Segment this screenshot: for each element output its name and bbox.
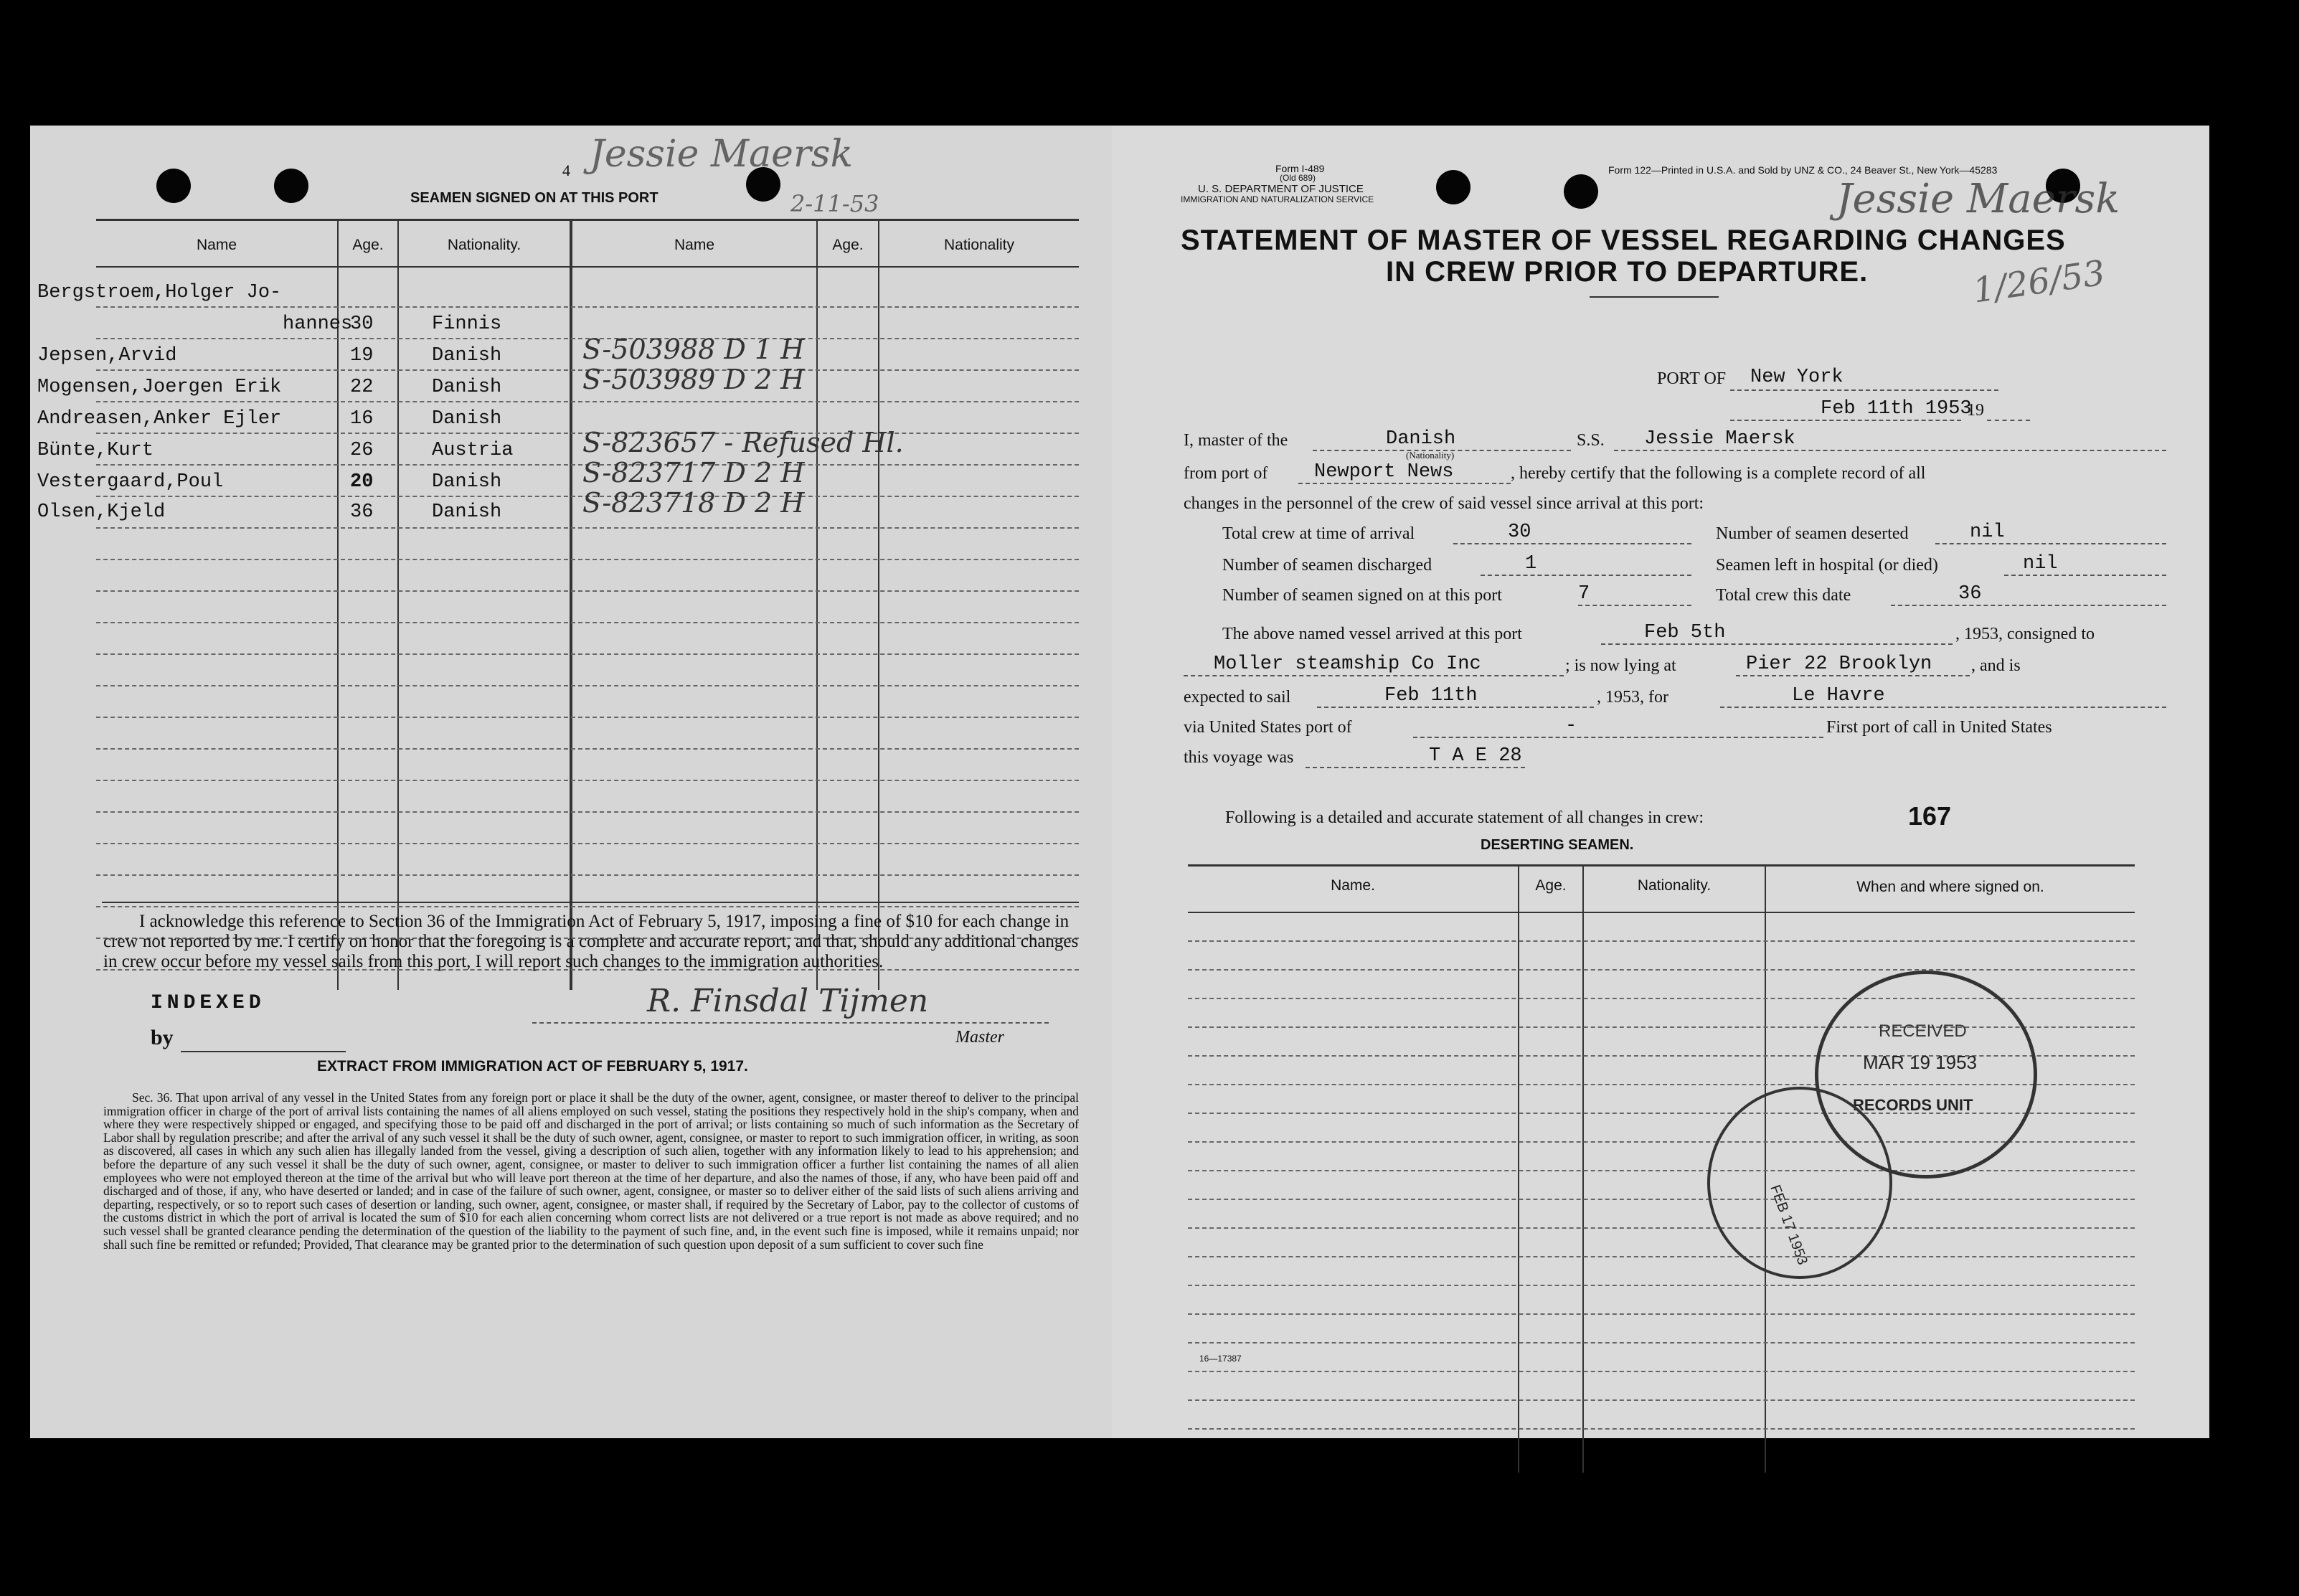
header-age: Age. [352, 237, 384, 253]
row-line [96, 590, 1079, 592]
destination-value: Le Havre [1792, 685, 1885, 707]
seaman-name: Andreasen,Anker Ejler [37, 408, 282, 430]
row-line [1188, 969, 2135, 971]
for-label: , 1953, for [1597, 688, 1668, 707]
form-old: (Old 689) [1280, 173, 1316, 183]
row-line [1188, 1285, 2135, 1286]
table-top-rule [96, 219, 1079, 221]
changes-text: changes in the personnel of the crew of said vessel since arrival at this port: [1184, 494, 1704, 513]
arrived-value: Feb 5th [1644, 622, 1726, 643]
seaman-age: 36 [350, 501, 374, 523]
discharged-value: 1 [1525, 553, 1537, 575]
header-name: Name [674, 237, 715, 253]
and-is-text: , and is [1971, 656, 2021, 675]
ss-label: S.S. [1577, 431, 1605, 450]
row-line [96, 401, 1079, 402]
row-line [1188, 1428, 2135, 1430]
column-divider [1582, 864, 1584, 1473]
date-value: Feb 11th 1953 [1821, 398, 1972, 420]
header-nationality: Nationality. [1637, 877, 1712, 894]
sail-label: expected to sail [1184, 688, 1291, 707]
page-number: 4 [562, 161, 570, 179]
by-line [181, 1051, 346, 1052]
column-divider [1518, 864, 1519, 1473]
handwritten-note: Jessie Maersk [590, 133, 853, 176]
via-label: via United States port of [1184, 718, 1352, 737]
master-signature: R. Finsdal Tijmen [647, 983, 929, 1019]
handwritten-name: Jessie Maersk [1836, 176, 2120, 222]
second-stamp-date: FEB 17 1953 [1767, 1183, 1811, 1267]
seaman-handwritten-note: S-823718 D 2 H [582, 487, 805, 519]
seaman-nationality: Danish [432, 408, 502, 430]
voyage-value: T A E 28 [1429, 745, 1522, 767]
row-line [96, 717, 1079, 718]
received-stamp-unit: RECORDS UNIT [1853, 1096, 1973, 1114]
from-port-label: from port of [1184, 464, 1268, 483]
footer-code: 16—17387 [1199, 1354, 1242, 1364]
from-port-value: Newport News [1314, 461, 1454, 483]
header-nationality: Nationality [943, 237, 1015, 253]
hospital-value: nil [2023, 553, 2058, 575]
form-title-line1: STATEMENT OF MASTER OF VESSEL REGARDING CHANGES [1181, 225, 2066, 256]
stamp-number: 167 [1908, 801, 1952, 831]
punch-hole [1564, 174, 1598, 209]
seaman-handwritten-note: S-503989 D 2 H [582, 364, 805, 395]
row-line [1188, 1342, 2135, 1344]
nationality-caption: (Nationality) [1406, 450, 1455, 461]
row-line [96, 906, 1079, 907]
right-page [1112, 126, 2209, 1438]
header-name: Name. [1331, 877, 1375, 894]
row-line [96, 874, 1079, 876]
seaman-nationality: Austria [432, 440, 514, 461]
row-line [96, 653, 1079, 655]
master-of-label: I, master of the [1184, 431, 1288, 450]
deserting-table-header-rule [1188, 912, 2135, 913]
handwritten-date: 2-11-53 [790, 190, 879, 217]
printer-line: Form 122—Printed in U.S.A. and Sold by UNZ & CO., 24 Beaver St., New York—45283 [1608, 164, 1998, 176]
lying-at-value: Pier 22 Brooklyn [1746, 653, 1932, 675]
voyage-label: this voyage was [1184, 748, 1294, 767]
punch-hole [274, 169, 308, 203]
seaman-name: Jepsen,Arvid [37, 345, 177, 367]
acknowledgement-text: I acknowledge this reference to Section 36 of the Immigration Act of February 5, 1917, imposing a fine of $10 for each change in crew not reported by me. I certify on honor that the foregoing is a complete and accurate report, and that, should any additional changes in crew occur before my vessel sails from this port, I will report such changes to the immigration authorities. [103, 912, 1079, 971]
row-line [1188, 1256, 2135, 1257]
deserted-label: Number of seamen deserted [1716, 524, 1909, 543]
row-line [1188, 1199, 2135, 1200]
row-line [96, 843, 1079, 844]
certify-text: , hereby certify that the following is a complete record of all [1511, 464, 1926, 483]
first-port-label: First port of call in United States [1826, 718, 2052, 737]
date-suffix: 19 [1967, 401, 1984, 420]
header-nationality: Nationality. [447, 237, 521, 253]
seaman-nationality: Danish [432, 345, 502, 367]
following-text: Following is a detailed and accurate statement of all changes in crew: [1225, 808, 1704, 827]
received-stamp-date: MAR 19 1953 [1863, 1052, 1977, 1073]
discharged-label: Number of seamen discharged [1222, 556, 1432, 575]
seaman-name: Vestergaard,Poul [37, 471, 224, 493]
consigned-label: , 1953, consigned to [1955, 625, 2095, 643]
lying-label: ; is now lying at [1565, 656, 1676, 675]
seaman-age: 30 [350, 313, 374, 335]
form-title-line2: IN CREW PRIOR TO DEPARTURE. [1386, 256, 1869, 288]
seaman-age: 26 [350, 440, 374, 461]
second-stamp [1707, 1087, 1892, 1279]
seaman-handwritten-note: S-823717 D 2 H [582, 457, 805, 488]
seaman-age: 16 [350, 408, 374, 430]
seaman-name: Bünte,Kurt [37, 440, 154, 461]
row-line [96, 559, 1079, 560]
department: U. S. DEPARTMENT OF JUSTICE [1198, 183, 1364, 195]
seaman-handwritten-note: S-823657 - Refused Hl. [582, 427, 904, 458]
port-value: New York [1750, 367, 1844, 388]
indexed-stamp: INDEXED [151, 992, 265, 1014]
handwritten-date: 1/26/53 [1970, 252, 2108, 311]
total-crew-value: 36 [1958, 583, 1982, 605]
row-line [96, 685, 1079, 686]
seaman-nationality: Danish [432, 501, 502, 523]
punch-hole [156, 169, 191, 203]
header-signed-on: When and where signed on. [1856, 879, 2044, 895]
total-crew-arrival-label: Total crew at time of arrival [1222, 524, 1415, 543]
extract-text: Sec. 36. That upon arrival of any vessel in the United States from any foreign port or place it shall be the duty of the owner, agent, consignee, or master thereof to deliver to the principal immigration officer in charge of the port of arrival lists containing the names of all aliens employed on such vessel, stating the positions they respectively hold in the ship's company, when and where they were respectively shipped or engaged, and specifying those to be paid off and discharged in the port of arrival; or lists containing so much of such information as the Secretary of Labor shall by regulation prescribe; and after the arrival of any such vessel it shall be the duty of such owner, agent, consignee, or master to report to such immigration officer, in writing, as soon as discovered, all cases in which any such alien has illegally landed from the vessel, giving a description of such alien, together with any information likely to lead to his apprehension; and before the departure of any such vessel it shall be the duty of such owner, agent, consignee, or master to deliver to such immigration officer a further list containing the names of all alien employees who were not employed thereon at the time of the arrival but who will leave port thereon at the time of her departure, and also the names of those, if any, who have been paid off and discharged and of those, if any, who have deserted or landed; and in case of the failure of such owner, agent, consignee, or master so to deliver either of the said lists of such aliens arriving and departing, respectively, or so to report such cases of desertion or landing, such owner, agent, consignee, or master shall, if required by the Secretary of Labor, pay to the collector of customs of the customs district in which the port of arrival is located the sum of $10 for each alien concerning whom correct lists are not delivered or a true report is not made as above required; and no such vessel shall be granted clearance pending the determination of the question of the liability to the payment of such fine, and, in the event such fine is imposed, while it remains unpaid; nor shall such fine be remitted or refunded; Provided, That clearance may be granted prior to the determination of such question upon deposit of a sum sufficient to cover such fine [103, 1090, 1079, 1252]
punch-hole [1436, 170, 1470, 204]
header-name: Name [196, 237, 237, 253]
seaman-name: Mogensen,Joergen Erik [37, 377, 282, 398]
port-label: PORT OF [1657, 369, 1727, 388]
signature-line [532, 1022, 1049, 1024]
row-line [1188, 940, 2135, 942]
row-line [96, 811, 1079, 813]
table-header-rule [96, 266, 1079, 268]
by-label: by [151, 1026, 174, 1049]
section-title: SEAMEN SIGNED ON AT THIS PORT [410, 190, 658, 206]
total-crew-arrival-value: 30 [1508, 521, 1531, 543]
arrived-label: The above named vessel arrived at this port [1222, 625, 1522, 643]
row-line [96, 748, 1079, 750]
seaman-name: Bergstroem,Holger Jo- [37, 282, 282, 303]
header-age: Age. [1535, 877, 1567, 894]
master-label: Master [955, 1028, 1004, 1047]
vessel-value: Jessie Maersk [1644, 428, 1795, 450]
row-line [1188, 1313, 2135, 1315]
signed-on-value: 7 [1578, 583, 1590, 605]
seaman-nationality: Danish [432, 377, 502, 398]
row-line [96, 780, 1079, 781]
left-page [30, 126, 1112, 1438]
seaman-handwritten-note: S-503988 D 1 H [582, 334, 805, 365]
total-crew-label: Total crew this date [1716, 586, 1851, 605]
deserting-table-top [1188, 864, 2135, 867]
consignee-value: Moller steamship Co Inc [1214, 653, 1481, 675]
service: IMMIGRATION AND NATURALIZATION SERVICE [1181, 194, 1374, 204]
sail-date-value: Feb 11th [1384, 685, 1478, 707]
seaman-nationality: Danish [432, 471, 502, 493]
row-line [96, 527, 1079, 529]
row-line [1188, 1170, 2135, 1171]
row-line [96, 622, 1079, 623]
title-underline [1590, 296, 1719, 298]
row-line [96, 306, 1079, 308]
seaman-age: 22 [350, 377, 374, 398]
extract-title: EXTRACT FROM IMMIGRATION ACT OF FEBRUARY 5, 1917. [317, 1058, 748, 1075]
nationality-value: Danish [1386, 428, 1456, 450]
via-port-value: - [1565, 715, 1577, 737]
seaman-name: hannes [283, 313, 353, 335]
deserted-value: nil [1970, 521, 2005, 543]
row-line [1188, 1227, 2135, 1229]
hospital-label: Seamen left in hospital (or died) [1716, 556, 1938, 575]
seaman-age: 19 [350, 345, 374, 367]
table-bottom-rule [102, 902, 1079, 903]
row-line [1188, 1399, 2135, 1401]
deserting-title: DESERTING SEAMEN. [1481, 837, 1634, 853]
form-number: Form I-489 [1275, 163, 1325, 174]
received-stamp-top: RECEIVED [1879, 1021, 1967, 1041]
header-age: Age. [832, 237, 864, 253]
seaman-age: 20 [350, 471, 374, 493]
row-line [1188, 1371, 2135, 1372]
seaman-name: Olsen,Kjeld [37, 501, 166, 523]
signed-on-label: Number of seamen signed on at this port [1222, 586, 1502, 605]
seaman-nationality: Finnis [432, 313, 502, 335]
